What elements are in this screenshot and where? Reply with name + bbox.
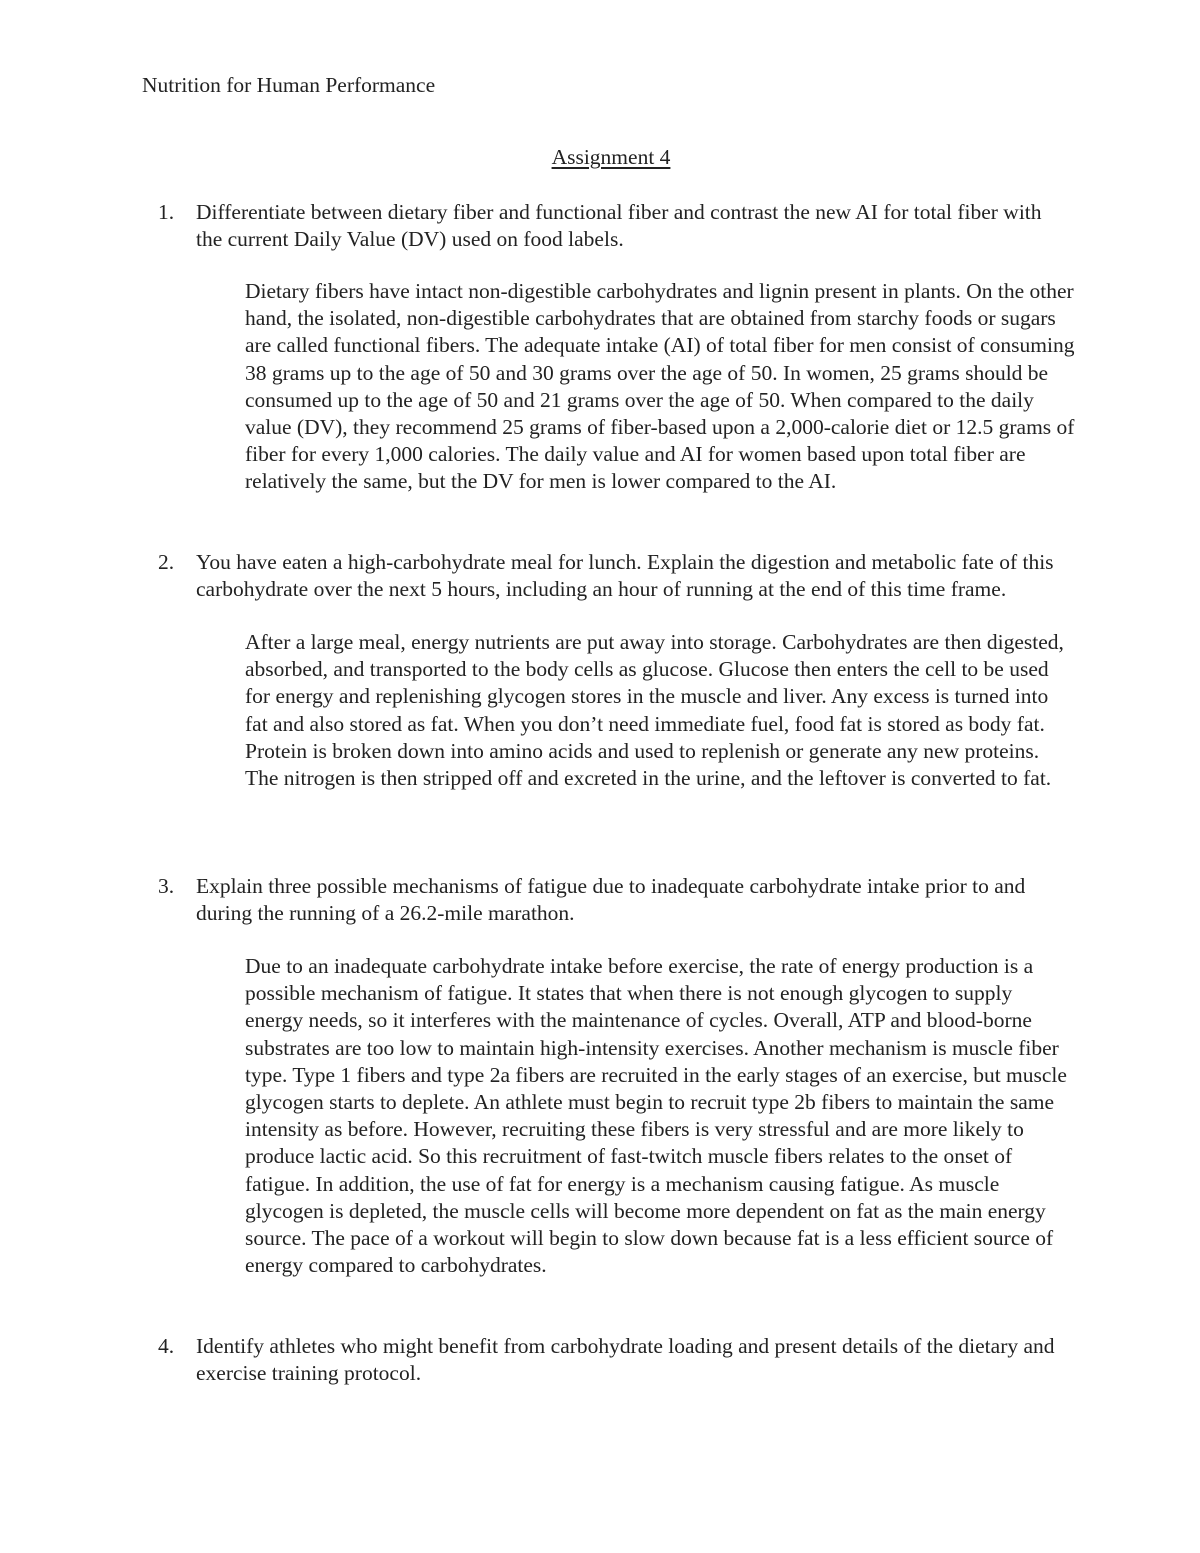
question-3 (142, 873, 1072, 927)
question-4 (142, 1333, 1072, 1387)
question-block-2 (142, 549, 1072, 792)
question-number: 3. (158, 874, 175, 898)
question-text: Identify athletes who might benefit from carbohydrate loading and present details of the dietary and exercise training protocol. (196, 1334, 1055, 1385)
question-block-4 (142, 1333, 1072, 1387)
question-number: 1. (158, 200, 175, 224)
question-number: 2. (158, 550, 175, 574)
course-title: Nutrition for Human Performance (142, 73, 436, 97)
question-block-3 (142, 873, 1072, 1279)
answer-3: Due to an inadequate carbohydrate intake before exercise, the rate of energy production is a possible mechanism of fatigue. It states that when there is not enough glycogen to supply energy needs, so it interferes with the maintenance of cycles. Overall, ATP and blood-borne substrates are too low to maintain high-intensity exercises. Another mechanism is muscle fiber type. Type 1 fibers and type 2a fibers are recruited in the early stages of an exercise, but muscle glycogen starts to deplete. An athlete must begin to recruit type 2b fibers to maintain the same intensity as before. However, recruiting these fibers is very stressful and are more likely to produce lactic acid. So this recruitment of fast-twitch muscle fibers relates to the onset of fatigue. In addition, the use of fat for energy is a mechanism causing fatigue. As muscle glycogen is depleted, the muscle cells will become more dependent on fat as the main energy source. The pace of a workout will begin to slow down because fat is a less efficient source of energy compared to carbohydrates. (245, 954, 1067, 1278)
assignment-title-text: Assignment 4 (551, 145, 671, 169)
question-1 (142, 199, 1072, 253)
assignment-title (0, 145, 1200, 170)
question-text: Differentiate between dietary fiber and functional fiber and contrast the new AI for total fiber with the current Daily Value (DV) used on food labels. (196, 200, 1042, 251)
question-block-1 (142, 199, 1075, 496)
answer-1: Dietary fibers have intact non-digestible carbohydrates and lignin present in plants. On the other hand, the isolated, non-digestible carbohydrates that are obtained from starchy foods or sugars are called functional fibers. The adequate intake (AI) of total fiber for men consist of consuming 38 grams up to the age of 50 and 30 grams over the age of 50. In women, 25 grams should be consumed up to the age of 50 and 21 grams over the age of 50. When compared to the daily value (DV), they recommend 25 grams of fiber-based upon a 2,000-calorie diet or 12.5 grams of fiber for every 1,000 calories. The daily value and AI for women based upon total fiber are relatively the same, but the DV for men is lower compared to the AI. (245, 279, 1075, 494)
question-number: 4. (158, 1334, 175, 1358)
question-2 (142, 549, 1072, 603)
question-text: You have eaten a high-carbohydrate meal for lunch. Explain the digestion and metabolic fate of this carbohydrate over the next 5 hours, including an hour of running at the end of this time frame. (196, 550, 1054, 601)
answer-2: After a large meal, energy nutrients are put away into storage. Carbohydrates are then digested, absorbed, and transported to the body cells as glucose. Glucose then enters the cell to be used for energy and replenishing glycogen stores in the muscle and liver. Any excess is turned into fat and also stored as fat. When you don’t need immediate fuel, food fat is stored as body fat. Protein is broken down into amino acids and used to replenish or generate any new proteins. The nitrogen is then stripped off and excreted in the urine, and the leftover is converted to fat. (245, 630, 1064, 791)
question-text: Explain three possible mechanisms of fatigue due to inadequate carbohydrate intake prior to and during the running of a 26.2-mile marathon. (196, 874, 1026, 925)
